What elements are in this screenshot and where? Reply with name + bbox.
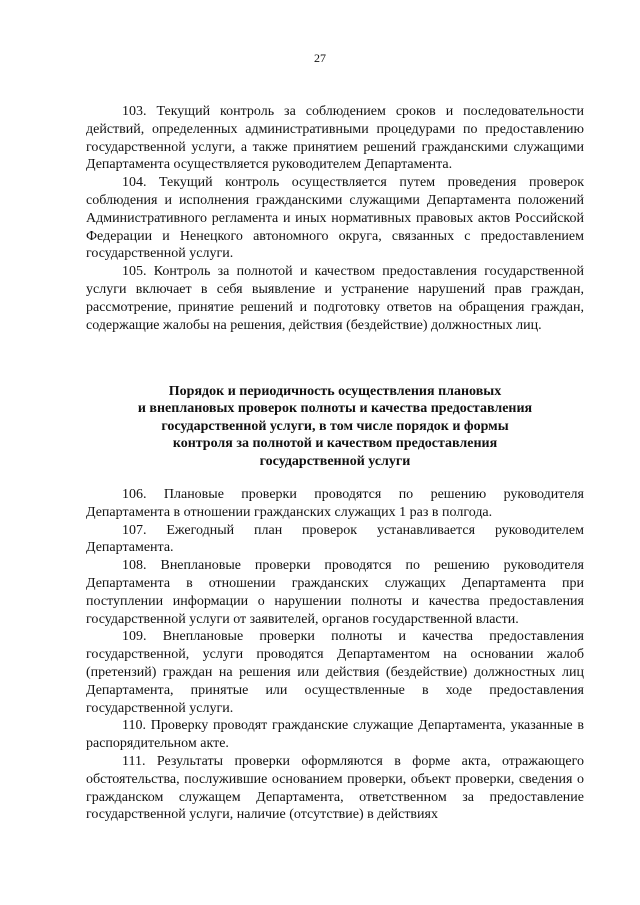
paragraph-105: 105. Контроль за полнотой и качеством предоставления государственной услуги включает в себя выявление и устранение нарушений прав граждан, рассмотрение, принятие решений и подготовку ответов на обращения граждан, содержащие жалобы на решения, действия (бездействие) должностных лиц. [86, 264, 584, 333]
paragraph-109: 109. Внеплановые проверки полноты и качества предоставления государственной, услуги проводятся Департаментом на основании жалоб (претензий) граждан на решения или действия (бездействие) должностных лиц Департамента, принятые или осуществленные в ходе предоставления государственной услуги. [86, 629, 584, 716]
section-title-line: и внеплановых проверок полноты и качества предоставления [137, 401, 533, 417]
paragraph-103: 103. Текущий контроль за соблюдением сроков и последовательности действий, определенных административными процедурами по предоставлению государственной услуги, а также принятием решений гражданскими служащими Департамента осуществляется руководителем Департамента. [86, 104, 584, 173]
section-title-line: государственной услуги [259, 453, 411, 469]
section-title-line: контроля за полнотой и качеством предоставления [172, 436, 498, 452]
paragraphs-top [86, 103, 584, 334]
section-title-line: Порядок и периодичность осуществления плановых [168, 384, 502, 399]
section-title-line: государственной услуги, в том числе порядок и формы [161, 418, 509, 434]
paragraph-108: 108. Внеплановые проверки проводятся по решению руководителя Департамента в отношении гражданских служащих Департамента при поступлении информации о нарушении полноты и качества предоставления государственной услуги от заявителей, органов государственной власти. [86, 558, 584, 627]
paragraph-111: 111. Результаты проверки оформляются в форме акта, отражающего обстоятельства, послужившие основанием проверки, объект проверки, сведения о гражданском служащем Департамента, ответственном за предоставление государственной услуги, наличие (отсутствие) в действиях [86, 753, 584, 823]
paragraphs-bottom [86, 486, 584, 824]
page-number: 27 [314, 51, 326, 65]
paragraph-107: 107. Ежегодный план проверок устанавливается руководителем Департамента. [86, 522, 584, 556]
paragraph-104: 104. Текущий контроль осуществляется путем проведения проверок соблюдения и исполнения гражданскими служащими Департамента положений Административного регламента и иных нормативных правовых актов Российской Федерации и Ненецкого автономного округа, связанных с предоставлением государственной услуги. [86, 175, 584, 262]
paragraph-110: 110. Проверку проводят гражданские служащие Департамента, указанные в распорядительном акте. [86, 718, 584, 752]
section-heading [86, 383, 584, 470]
paragraph-106: 106. Плановые проверки проводятся по решению руководителя Департамента в отношении гражданских служащих 1 раз в полгода. [86, 487, 584, 520]
